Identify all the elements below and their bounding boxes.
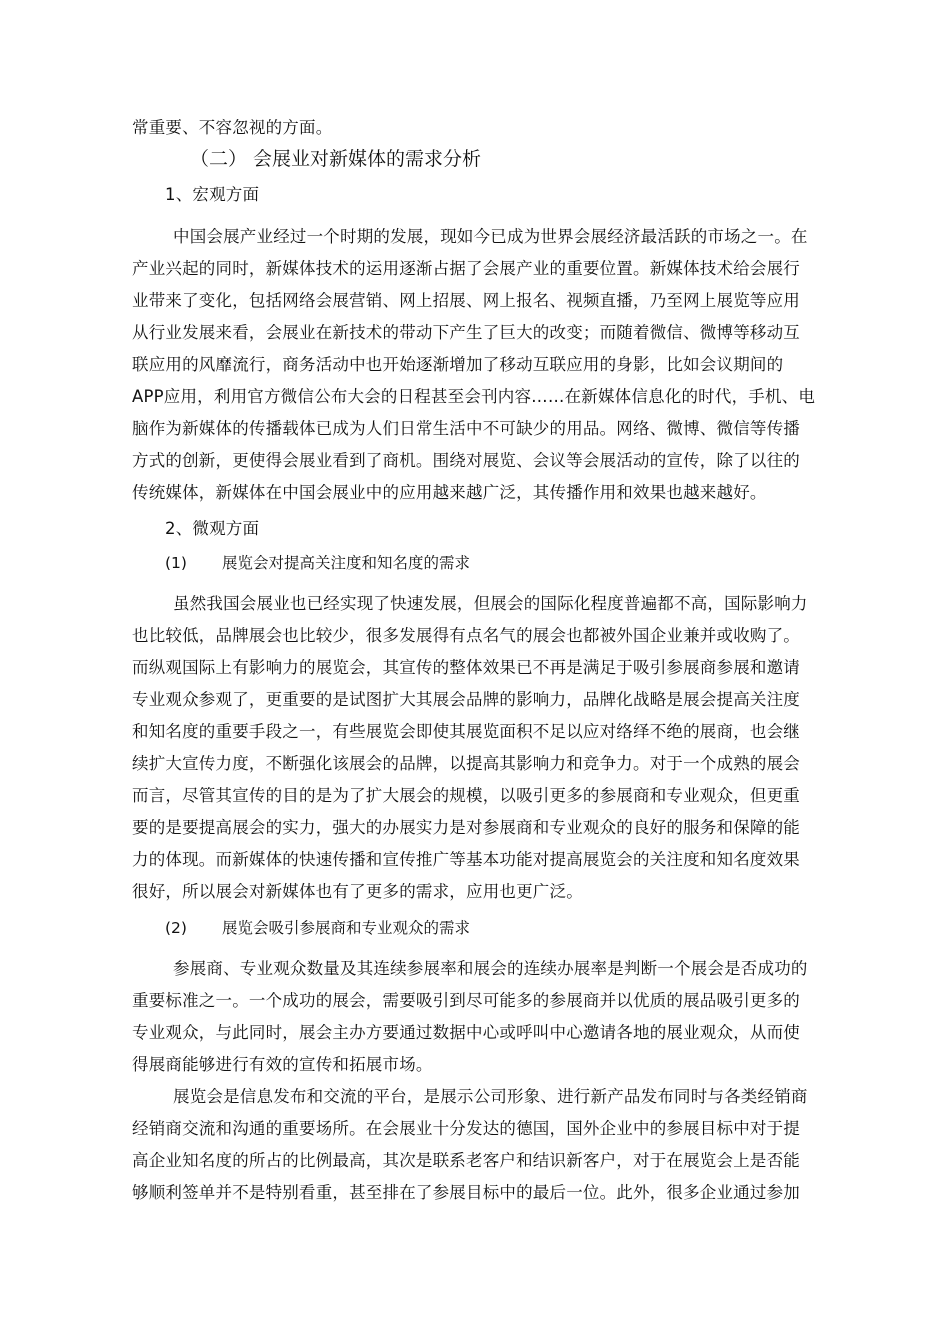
numbered-heading-text: 展览会对提高关注度和知名度的需求 (222, 554, 471, 572)
paragraph-line: 产业兴起的同时，新媒体技术的运用逐渐占据了会展产业的重要位置。新媒体技术给会展行 (132, 259, 800, 278)
paragraph-line: 参展商、专业观众数量及其连续参展率和展会的连续办展率是判断一个展会是否成功的 (173, 959, 808, 978)
paragraph-line: 很好，所以展会对新媒体也有了更多的需求，应用也更广泛。 (132, 882, 583, 901)
paragraph-line: 力的体现。而新媒体的快速传播和宣传推广等基本功能对提高展览会的关注度和知名度效果 (132, 850, 800, 869)
paragraph-line: 专业观众参观了，更重要的是试图扩大其展会品牌的影响力，品牌化战略是展会提高关注度 (132, 690, 800, 709)
paragraph-line: 业带来了变化，包括网络会展营销、网上招展、网上报名、视频直播，乃至网上展览等应用 (132, 291, 800, 310)
paragraph-line: 脑作为新媒体的传播载体已成为人们日常生活中不可缺少的用品。网络、微博、微信等传播 (132, 419, 800, 438)
numbered-heading-1 (165, 553, 470, 573)
paragraph-line: 得展商能够进行有效的宣传和拓展市场。 (132, 1055, 433, 1074)
paragraph-line: 够顺利签单并不是特别看重，甚至排在了参展目标中的最后一位。此外，很多企业通过参加 (132, 1183, 800, 1202)
paragraph-line: 续扩大宣传力度，不断强化该展会的品牌，以提高其影响力和竞争力。对于一个成熟的展会 (132, 754, 800, 773)
paragraph-line: 专业观众，与此同时，展会主办方要通过数据中心或呼叫中心邀请各地的展业观众，从而使 (132, 1023, 800, 1042)
paragraph-line: 常重要、不容忽视的方面。 (132, 118, 333, 137)
paragraph-line: 虽然我国会展业也已经实现了快速发展，但展会的国际化程度普遍都不高，国际影响力 (173, 594, 808, 613)
paragraph-line: 联应用的风靡流行，商务活动中也开始逐渐增加了移动互联应用的身影，比如会议期间的 (132, 355, 784, 374)
numbered-heading-2 (165, 918, 470, 938)
paragraph-line: 从行业发展来看，会展业在新技术的带动下产生了巨大的改变；而随着微信、微博等移动互 (132, 323, 800, 342)
paragraph-line: 重要标准之一。一个成功的展会，需要吸引到尽可能多的参展商并以优质的展品吸引更多的 (132, 991, 800, 1010)
paragraph-line: 方式的创新，更使得会展业看到了商机。围绕对展览、会议等会展活动的宣传，除了以往的 (132, 451, 800, 470)
paragraph-line: 也比较低，品牌展会也比较少，很多发展得有点名气的展会也都被外国企业兼并或收购了。 (132, 626, 800, 645)
paragraph-line: 中国会展产业经过一个时期的发展，现如今已成为世界会展经济最活跃的市场之一。在 (173, 227, 808, 246)
paragraph-line: 经销商交流和沟通的重要场所。在会展业十分发达的德国，国外企业中的参展目标中对于提 (132, 1119, 800, 1138)
paragraph-line: 展览会是信息发布和交流的平台，是展示公司形象、进行新产品发布同时与各类经销商 (173, 1087, 808, 1106)
subsection-heading-micro: 2、微观方面 (165, 519, 260, 538)
paragraph-line: 要的是要提高展会的实力，强大的办展实力是对参展商和专业观众的良好的服务和保障的能 (132, 818, 800, 837)
numbered-heading-number: (1) (165, 554, 187, 572)
paragraph-line: 和知名度的重要手段之一，有些展览会即使其展览面积不足以应对络绎不绝的展商，也会继 (132, 722, 800, 741)
paragraph-line: 传统媒体，新媒体在中国会展业中的应用越来越广泛，其传播作用和效果也越来越好。 (132, 483, 767, 502)
numbered-heading-number: (2) (165, 919, 187, 937)
paragraph-line: 而言，尽管其宣传的目的是为了扩大展会的规模，以吸引更多的参展商和专业观众，但更重 (132, 786, 800, 805)
paragraph-line: APP应用，利用官方微信公布大会的日程甚至会刊内容……在新媒体信息化的时代，手机、电 (132, 387, 816, 406)
section-heading: （二） 会展业对新媒体的需求分析 (190, 148, 482, 170)
numbered-heading-text: 展览会吸引参展商和专业观众的需求 (222, 919, 471, 937)
subsection-heading-macro: 1、宏观方面 (165, 185, 260, 204)
paragraph-line: 高企业知名度的所占的比例最高，其次是联系老客户和结识新客户，对于在展览会上是否能 (132, 1151, 800, 1170)
paragraph-line: 而纵观国际上有影响力的展览会，其宣传的整体效果已不再是满足于吸引参展商参展和邀请 (132, 658, 800, 677)
